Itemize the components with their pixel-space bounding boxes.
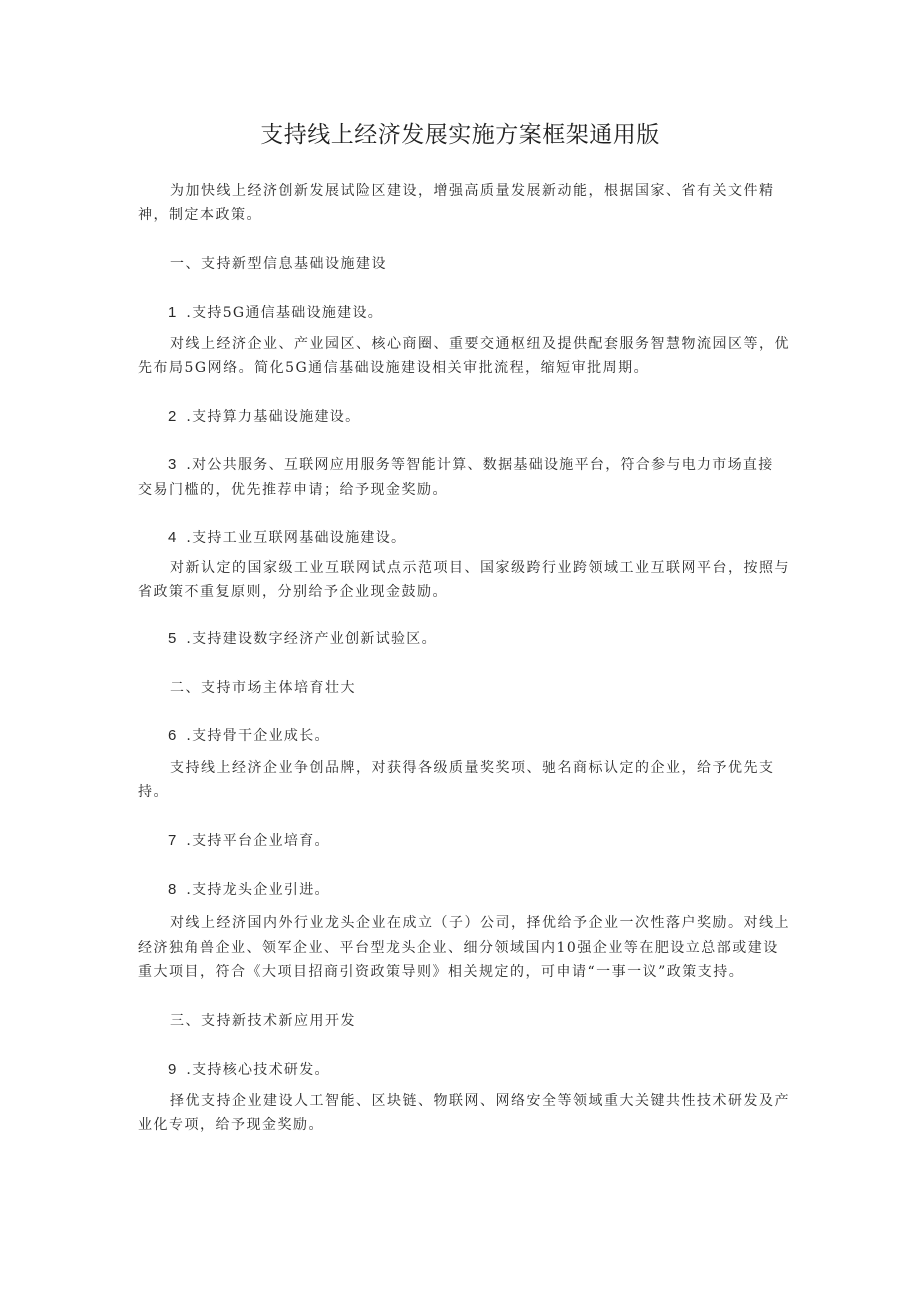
item-label: .支持龙头企业引进。 (186, 882, 330, 898)
item-heading-6 (168, 724, 330, 748)
item-number: 7 (168, 832, 177, 849)
item-heading-7 (168, 829, 330, 853)
item-label: .支持5G通信基础设施建设。 (186, 305, 384, 321)
item-label: .支持建设数字经济产业创新试验区。 (186, 631, 437, 647)
item-label: .支持骨干企业成长。 (186, 728, 330, 744)
section-heading-1: 一、支持新型信息基础设施建设 (170, 256, 387, 272)
item-4-body-line-1: 对新认定的国家级工业互联网试点示范项目、国家级跨行业跨领域工业互联网平台，按照与 (170, 560, 790, 576)
item-8-body-line-2: 经济独角兽企业、领军企业、平台型龙头企业、细分领域国内10强企业等在肥设立总部或建设 (138, 940, 779, 956)
item-number: 3 (168, 456, 177, 473)
item-heading-1 (168, 301, 383, 325)
item-6-body-line-1: 支持线上经济企业争创品牌，对获得各级质量奖奖项、驰名商标认定的企业，给予优先支 (170, 760, 775, 776)
item-8-body-line-3: 重大项目，符合《大项目招商引资政策导则》相关规定的，可申请“一事一议”政策支持。 (138, 964, 745, 980)
item-number: 1 (168, 304, 177, 321)
item-heading-2 (168, 405, 360, 429)
item-1-body-line-1: 对线上经济企业、产业园区、核心商圈、重要交通枢纽及提供配套服务智慧物流园区等，优 (170, 336, 790, 352)
item-4-body-line-2: 省政策不重复原则，分别给予企业现金鼓励。 (138, 584, 448, 600)
item-number: 8 (168, 881, 177, 898)
item-3-body-line-2: 交易门槛的，优先推荐申请；给予现金奖励。 (138, 482, 448, 498)
item-9-body-line-1: 择优支持企业建设人工智能、区块链、物联网、网络安全等领域重大关键共性技术研发及产 (170, 1093, 790, 1109)
item-1-body-line-2: 先布局5G网络。简化5G通信基础设施建设相关审批流程，缩短审批周期。 (138, 360, 650, 376)
item-label: .支持平台企业培育。 (186, 833, 330, 849)
item-heading-8 (168, 878, 330, 902)
item-heading-5 (168, 627, 437, 651)
item-9-body-line-2: 业化专项，给予现金奖励。 (138, 1117, 324, 1133)
item-number: 4 (168, 529, 177, 546)
item-label: .对公共服务、互联网应用服务等智能计算、数据基础设施平台，符合参与电力市场直接 (186, 457, 774, 473)
item-8-body-line-1: 对线上经济国内外行业龙头企业在成立（子）公司，择优给予企业一次性落户奖励。对线上 (170, 915, 790, 931)
item-number: 6 (168, 727, 177, 744)
item-label: .支持核心技术研发。 (186, 1062, 330, 1078)
item-number: 9 (168, 1061, 177, 1078)
document-title: 支持线上经济发展实施方案框架通用版 (260, 122, 660, 148)
item-heading-9 (168, 1058, 330, 1082)
item-heading-3 (168, 453, 774, 477)
item-6-body-line-2: 持。 (138, 784, 169, 800)
intro-line-1: 为加快线上经济创新发展试险区建设，增强高质量发展新动能，根据国家、省有关文件精 (170, 183, 775, 199)
item-label: .支持算力基础设施建设。 (186, 409, 361, 425)
item-number: 5 (168, 630, 177, 647)
item-label: .支持工业互联网基础设施建设。 (186, 530, 407, 546)
section-heading-2: 二、支持市场主体培育壮大 (170, 680, 356, 696)
item-heading-4 (168, 526, 406, 550)
intro-line-2: 神，制定本政策。 (138, 207, 262, 223)
item-number: 2 (168, 408, 177, 425)
section-heading-3: 三、支持新技术新应用开发 (170, 1013, 356, 1029)
